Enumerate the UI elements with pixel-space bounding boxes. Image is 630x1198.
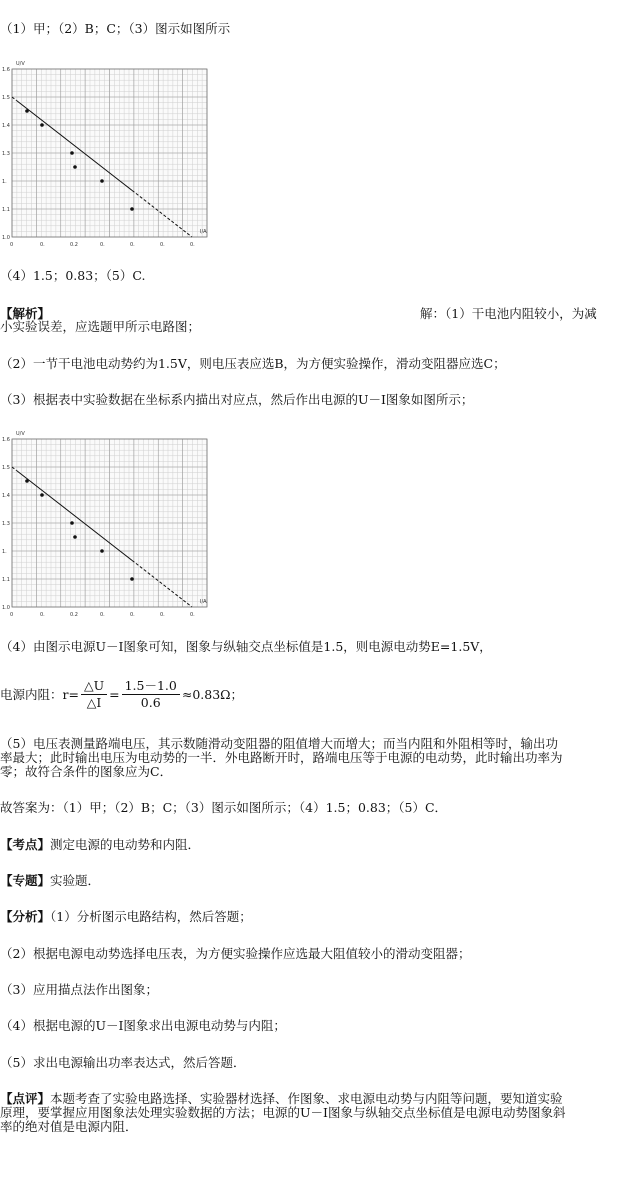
x-tick-label: 0. (190, 612, 195, 618)
analysis-line-4: （4）由图示电源U－I图象可知，图象与纵轴交点坐标值是1.5，则电源电动势E=1.5V， (0, 639, 492, 654)
data-point (100, 179, 104, 183)
y-axis-label: U/V (16, 61, 25, 67)
analysis-line-1-right: 解：（1）干电池内阻较小，为减 (420, 306, 597, 321)
chart-1-plot (2, 61, 207, 248)
x-tick-label: 0. (40, 612, 45, 618)
y-tick-label: 1.1 (2, 207, 10, 213)
y-tick-label: 1.1 (2, 577, 10, 583)
y-tick-label: 1.4 (2, 123, 10, 129)
y-tick-label: 1.6 (2, 437, 10, 443)
resistance-formula (0, 672, 243, 716)
x-tick-label: 0. (40, 242, 45, 248)
fenxi-tag: 【分析】 (0, 909, 51, 924)
data-point (25, 479, 29, 483)
fenxi-section (0, 910, 252, 924)
x-tick-label: 0. (130, 242, 135, 248)
x-tick-label: 0. (100, 612, 105, 618)
zhuanti-tag: 【专题】 (0, 873, 51, 888)
kaodian-tag: 【考点】 (0, 837, 51, 852)
y-tick-label: 1.3 (2, 151, 10, 157)
dianping-line-1: 本题考查了实验电路选择、实验器材选择、作图象、求电源电动势与内阻等问题，要知道实验 (50, 1091, 563, 1106)
x-tick-label: 0 (10, 612, 14, 618)
analysis-line-3: （3）根据表中实验数据在坐标系内描出对应点，然后作出电源的U－I图象如图所示； (0, 392, 474, 407)
formula-equals: = (109, 686, 120, 702)
y-axis-label: U/V (16, 431, 25, 437)
x-tick-label: 0. (160, 612, 165, 618)
y-tick-label: 1.6 (2, 67, 10, 73)
y-tick-label: 1.0 (2, 605, 10, 611)
chart-2-plot (2, 431, 207, 618)
answer-line-1: （1）甲；（2）B；C；（3）图示如图所示 (0, 21, 231, 36)
answer-line-4: （4）1.5；0.83；（5）C. (0, 268, 146, 283)
ui-chart-2 (0, 425, 215, 620)
fraction-delta-denominator: △I (86, 694, 102, 710)
dianping-line-2: 原理，要掌握应用图象法处理实验数据的方法；电源的U－I图象与纵轴交点坐标值是电源电动势图象斜 (0, 1105, 566, 1120)
fenxi-line-1: （1）分析图示电路结构，然后答题； (50, 909, 252, 924)
fenxi-line-3: （3）应用描点法作出图象； (0, 982, 158, 997)
dianping-tag: 【点评】 (0, 1091, 51, 1106)
fenxi-line-4: （4）根据电源的U－I图象求出电源电动势与内阻； (0, 1018, 286, 1033)
formula-suffix: ≈0.83Ω； (181, 687, 244, 702)
data-point (25, 109, 29, 113)
dianping-line-3: 率的绝对值是电源内阻． (0, 1119, 138, 1134)
x-tick-label: 0.2 (70, 612, 78, 618)
fenxi-line-2: （2）根据电源电动势选择电压表，为方便实验操作应选最大阻值较小的滑动变阻器； (0, 946, 471, 961)
fraction-values-numerator: 1.5－1.0 (122, 678, 180, 695)
y-tick-label: 1.5 (2, 95, 10, 101)
x-axis-label: I/A (200, 229, 207, 235)
x-tick-label: 0 (10, 242, 14, 248)
x-tick-label: 0. (130, 612, 135, 618)
data-point (40, 123, 44, 127)
analysis-line-5c: 零；故符合条件的图象应为C． (0, 764, 173, 779)
data-point (130, 577, 134, 581)
y-tick-label: 1.4 (2, 493, 10, 499)
fraction-delta (81, 678, 107, 711)
y-tick-label: 1.3 (2, 521, 10, 527)
zhuanti-text: 实验题． (50, 873, 101, 888)
zhuanti-section (0, 874, 100, 888)
analysis-tag: 【解析】 (0, 306, 51, 321)
fraction-values (122, 678, 180, 711)
data-point (100, 549, 104, 553)
y-tick-label: 1.5 (2, 465, 10, 471)
data-point (70, 521, 74, 525)
data-point (73, 165, 77, 169)
fenxi-line-5: （5）求出电源输出功率表达式，然后答题． (0, 1055, 246, 1070)
fraction-delta-numerator: △U (81, 678, 107, 695)
formula-prefix: 电源内阻：r= (0, 687, 79, 702)
y-tick-label: 1.0 (2, 235, 10, 241)
x-tick-label: 0. (100, 242, 105, 248)
data-point (73, 535, 77, 539)
kaodian-text: 测定电源的电动势和内阻． (50, 837, 201, 852)
data-point (130, 207, 134, 211)
final-answer: 故答案为：（1）甲；（2）B；C；（3）图示如图所示；（4）1.5；0.83；（5）C． (0, 800, 448, 815)
analysis-line-5b: 率最大；此时输出电压为电动势的一半．外电路断开时，路端电压等于电源的电动势，此时输出功率为 (0, 750, 563, 765)
x-tick-label: 0.2 (70, 242, 78, 248)
analysis-line-5a: （5）电压表测量路端电压，其示数随滑动变阻器的阻值增大而增大；而当内阻和外阻相等时，输出功 (0, 736, 558, 751)
x-tick-label: 0. (190, 242, 195, 248)
ui-chart-1 (0, 55, 215, 250)
kaodian-section (0, 838, 200, 852)
analysis-line-1-cont: 小实验误差，应选题甲所示电路图； (0, 319, 201, 334)
analysis-line-2: （2）一节干电池电动势约为1.5V，则电压表应选B，为方便实验操作，滑动变阻器应选C； (0, 356, 506, 371)
data-point (70, 151, 74, 155)
dianping-section (0, 1092, 563, 1106)
fraction-values-denominator: 0.6 (140, 694, 161, 710)
y-tick-label: 1. (2, 549, 7, 555)
y-tick-label: 1. (2, 179, 7, 185)
data-point (40, 493, 44, 497)
x-axis-label: I/A (200, 599, 207, 605)
x-tick-label: 0. (160, 242, 165, 248)
